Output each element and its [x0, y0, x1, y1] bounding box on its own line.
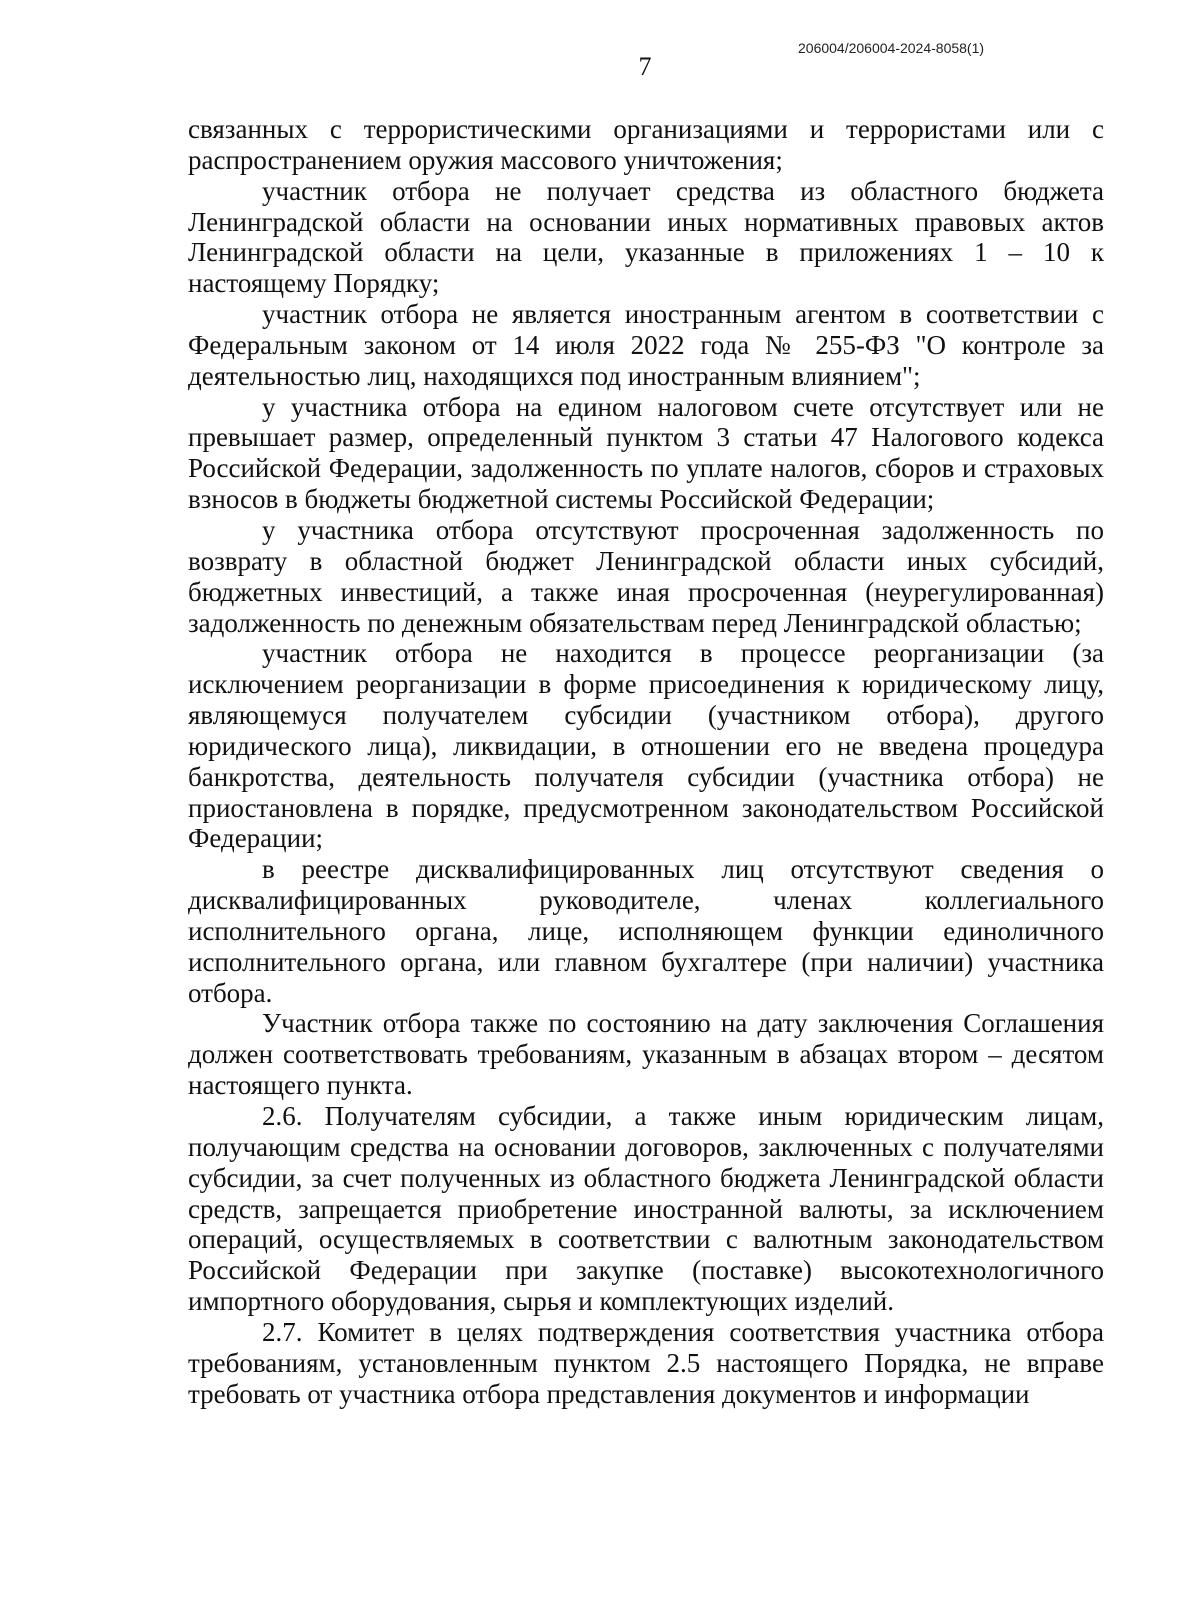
- document-id: 206004/206004-2024-8058(1): [798, 40, 985, 56]
- page-number: 7: [638, 52, 652, 81]
- paragraph: участник отбора не получает средства из областного бюджета Ленинградской области на основании иных нормативных правовых актов Ленинградской области на цели, указанные в приложениях 1 – 10 к настоящему Порядку;: [188, 175, 1104, 299]
- paragraph: участник отбора не является иностранным агентом в соответствии с Федеральным законом от 14 июля 2022 года № 255-ФЗ "О контроле за деятельностью лиц, находящихся под иностранным влиянием";: [188, 299, 1104, 391]
- paragraph-2-7: 2.7. Комитет в целях подтверждения соответствия участника отбора требованиям, установленным пунктом 2.5 настоящего Порядка, не вправе требовать от участника отбора представления документов и информации: [188, 1316, 1104, 1409]
- paragraph: участник отбора не находится в процессе реорганизации (за исключением реорганизации в форме присоединения к юридическому лицу, являющемуся получателем субсидии (участником отбора), другого юридического лица), ликвидации, в отношении его не введена процедура банкротства, деятельность получателя субсидии (участника отбора) не приостановлена в порядке, предусмотренном законодательством Российской Федерации;: [188, 638, 1104, 854]
- paragraph-2-6: 2.6. Получателям субсидии, а также иным юридическим лицам, получающим средства на основании договоров, заключенных с получателями субсидии, за счет полученных из областного бюджета Ленинградской области средств, запрещается приобретение иностранной валюты, за исключением операций, осуществляемых в соответствии с валютным законодательством Российской Федерации при закупке (поставке) высокотехнологичного импортного оборудования, сырья и комплектующих изделий.: [188, 1101, 1104, 1317]
- paragraph: у участника отбора отсутствуют просроченная задолженность по возврату в областной бюджет Ленинградской области иных субсидий, бюджетных инвестиций, а также иная просроченная (неурегулированная) задолженность по денежным обязательствам перед Ленинградской областью;: [188, 514, 1104, 638]
- paragraph: в реестре дисквалифицированных лиц отсутствуют сведения о дисквалифицированных руководителе, членах коллегиального исполнительного органа, лице, исполняющем функции единоличного исполнительного органа, или главном бухгалтере (при наличии) участника отбора.: [188, 854, 1104, 1008]
- paragraph-continuation: связанных с террористическими организациями и террористами или с распространением оружия массового уничтожения;: [188, 114, 1104, 175]
- document-body: [188, 114, 1104, 1409]
- paragraph: у участника отбора на едином налоговом счете отсутствует или не превышает размер, определенный пунктом 3 статьи 47 Налогового кодекса Российской Федерации, задолженность по уплате налогов, сборов и страховых взносов в бюджеты бюджетной системы Российской Федерации;: [188, 391, 1104, 515]
- paragraph: Участник отбора также по состоянию на дату заключения Соглашения должен соответствовать требованиям, указанным в абзацах втором – десятом настоящего пункта.: [188, 1008, 1104, 1101]
